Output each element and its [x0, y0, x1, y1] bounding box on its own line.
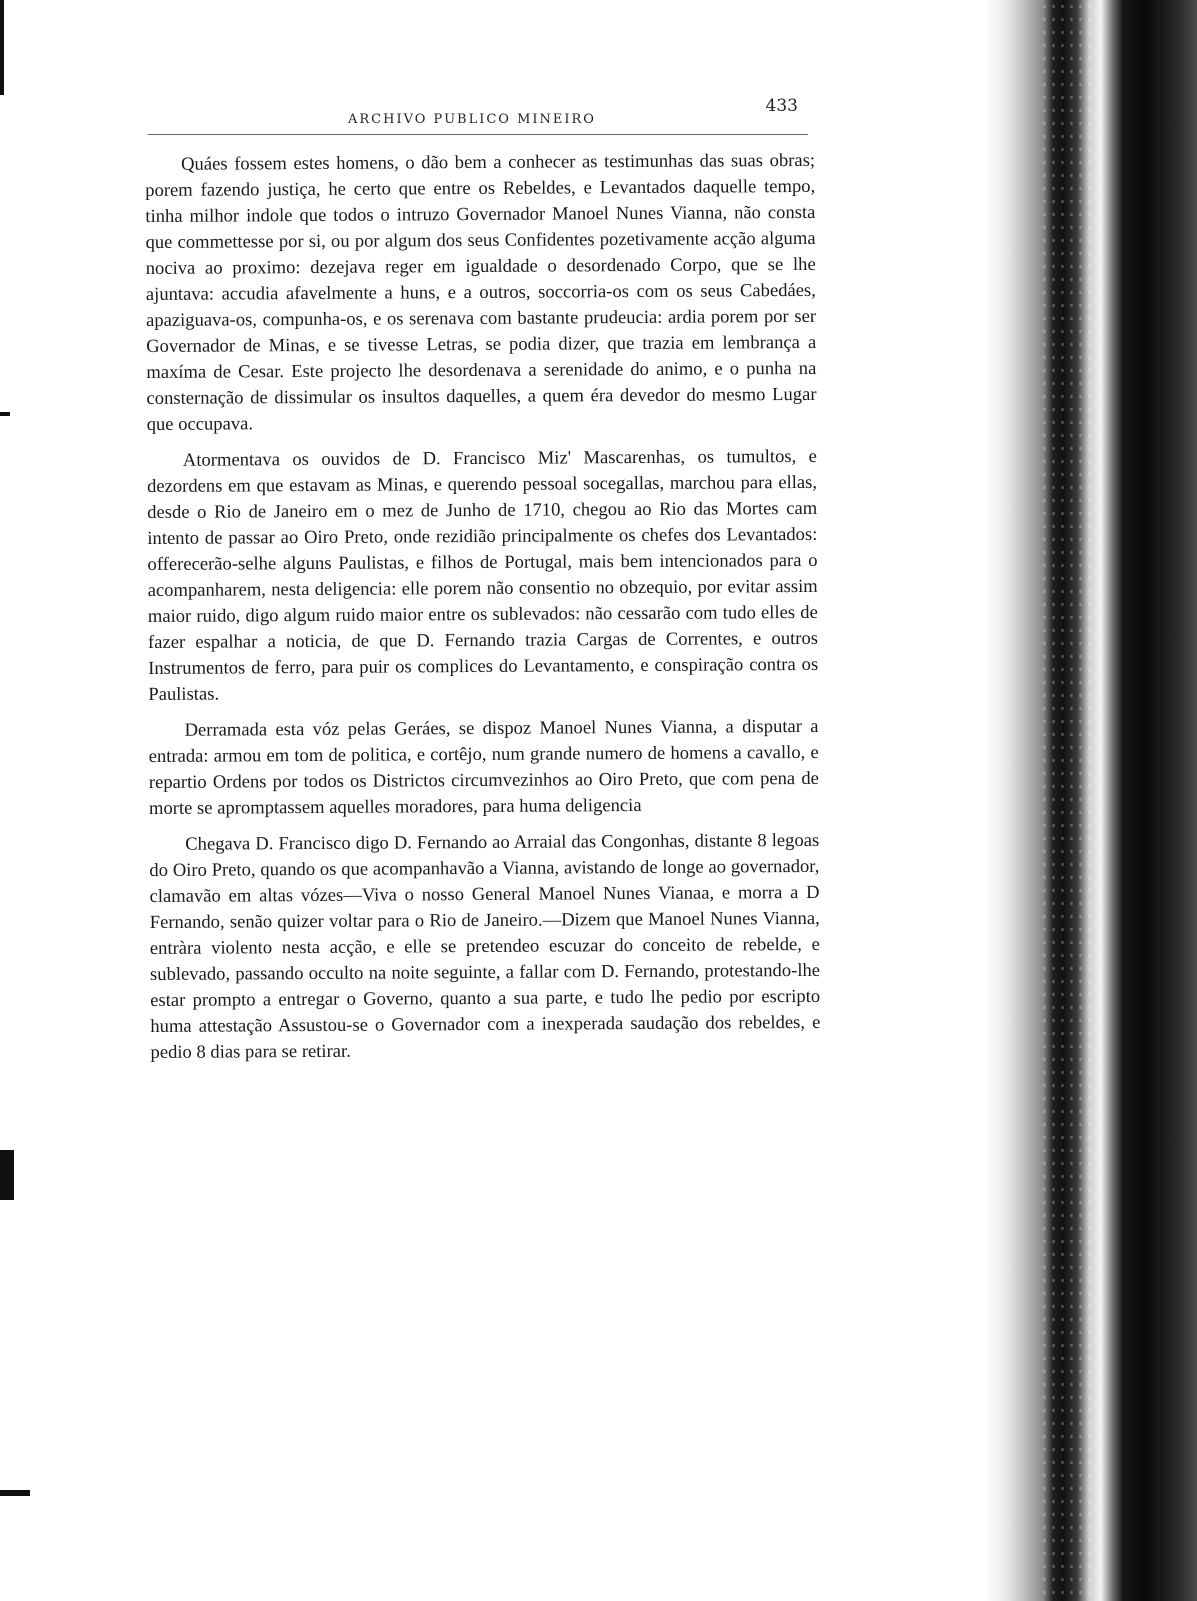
scan-left-mark — [0, 412, 10, 416]
paragraph: Chegava D. Francisco digo D. Fernando ao Arraial das Congonhas, distante 8 legoas do Oiro Preto, quando os que acompanhavão a Vianna, avistando de longe ao governador, clamavão em altas vózes—Viva o nosso General Manoel Nunes Vianaa, e morra a D Fernando, senão quizer voltar para o Rio de Janeiro.—Dizem que Manoel Nunes Vianna, entràra violento nesta acção, e elle se pretendeo escuzar do conceito de rebelde, e sublevado, passando occulto na noite seguinte, a fallar com D. Fernando, protestando-lhe estar prompto a entregar o Governo, quanto a sua parte, e tudo lhe pedio por escripto huma attestação Assustou-se o Governador com a inexperada saudação dos rebeldes, e pedio 8 dias para se retirar. — [149, 829, 821, 1063]
header-rule — [148, 134, 808, 135]
scan-left-mark — [0, 1490, 30, 1496]
paragraph: Atormentava os ouvidos de D. Francisco Miz' Mascarenhas, os tumultos, e dezordens em que estavam as Minas, e querendo pessoal socegallas, marchou para ellas, desde o Rio de Janeiro em o mez de Junho de 1710, chegou ao Rio das Mortes cam intento de passar ao Oiro Preto, onde rezidião principalmente os chefes dos Levantados: offerecerão-selhe alguns Paulistas, e filhos de Portugal, mais bem intencionados para o acompanharem, nesta deligencia: elle porem não consentio no obzequio, por evitar assim maior ruido, digo algum ruido maior entre os sublevados: não cessarão com tudo elles de fazer espalhar a noticia, de que D. Fernando trazia Cargas de Correntes, e outros Instrumentos de ferro, para puir os complices do Levantamento, e conspiração contra os Paulistas. — [146, 445, 819, 705]
paragraph: Derramada esta vóz pelas Geráes, se dispoz Manoel Nunes Vianna, a disputar a entrada: armou em tom de politica, e cortêjo, num grande numero de homens a cavallo, e repartio Ordens por todos os Districtos circumvezinhos ao Oiro Preto, que com pena de morte se apromptassem aquelles moradores, para huma deligencia — [148, 715, 819, 819]
scan-speckle — [1040, 0, 1100, 1601]
body-text — [145, 148, 821, 1076]
page-header — [148, 96, 808, 136]
scan-left-mark — [0, 0, 4, 95]
scan-left-mark — [0, 1150, 14, 1200]
paragraph: Quáes fossem estes homens, o dão bem a conhecer as testimunhas das suas obras; porem fazendo justiça, he certo que entre os Rebeldes, e Levantados daquelle tempo, tinha milhor indole que todos o intruzo Governador Manoel Nunes Vianna, não consta que commettesse por si, ou por algum dos seus Confidentes pozetivamente acção alguma nociva ao proximo: dezejava reger em igualdade o desordenado Corpo, que se lhe ajuntava: accudia afavelmente a huns, e a outros, soccorria-os com os seus Cabedáes, apaziguava-os, compunha-os, e os serenava com bastante prudeucia: ardia porem por ser Governador de Minas, e se tivesse Letras, se podia dizer, que trazia em lembrança a maxíma de Cesar. Este projecto lhe desordenava a serenidade do animo, e o punha na consternação de dissimular os insultos daquelles, a quem éra devedor do mesmo Lugar que occupava. — [145, 149, 817, 435]
running-head: ARCHIVO PUBLICO MINEIRO — [348, 112, 596, 127]
page-number: 433 — [765, 96, 798, 116]
